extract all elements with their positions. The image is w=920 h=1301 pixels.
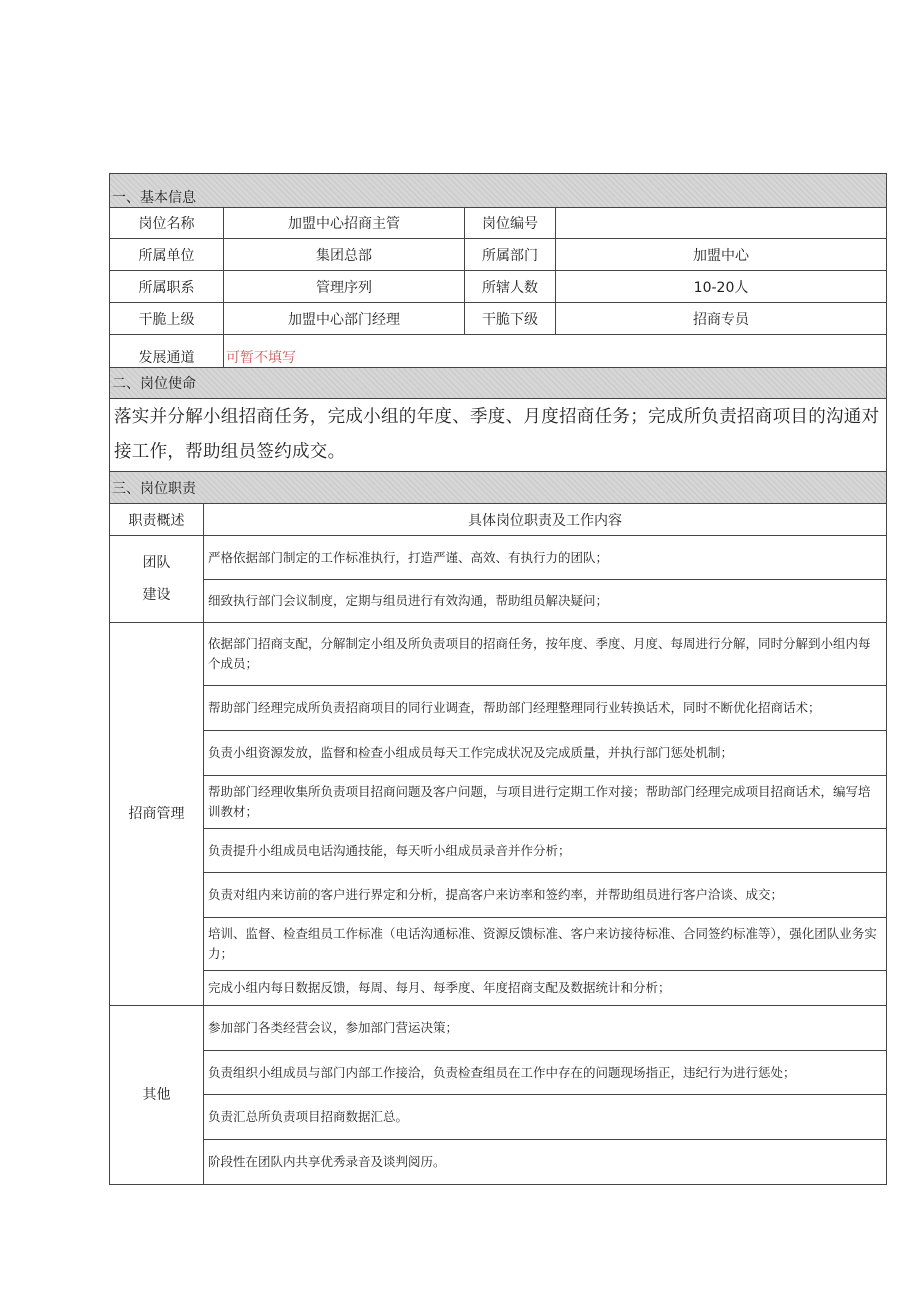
section-basic-info-heading: 一、基本信息 [110, 174, 887, 208]
category-team-building [110, 536, 204, 623]
basic-info-row [110, 208, 887, 239]
duty-row [110, 873, 887, 918]
duty-item: 负责组织小组成员与部门内部工作接洽，负责检查组员在工作中存在的问题现场指正，违纪行为进行惩处； [204, 1051, 887, 1095]
value-headcount: 10-20人 [556, 271, 887, 303]
duty-row [110, 623, 887, 686]
value-direct-subordinate: 招商专员 [556, 303, 887, 335]
value-career-path: 可暂不填写 [224, 335, 887, 368]
basic-info-row [110, 303, 887, 335]
category-other: 其他 [110, 1006, 204, 1185]
duty-item: 细致执行部门会议制度，定期与组员进行有效沟通，帮助组员解决疑问； [204, 580, 887, 623]
value-department: 加盟中心 [556, 239, 887, 271]
basic-info-row [110, 335, 887, 368]
label-direct-subordinate: 干脆下级 [465, 303, 556, 335]
duty-row [110, 580, 887, 623]
duty-row [110, 686, 887, 731]
duty-item: 负责汇总所负责项目招商数据汇总。 [204, 1095, 887, 1140]
duty-row [110, 918, 887, 971]
duty-row [110, 829, 887, 873]
value-direct-superior: 加盟中心部门经理 [224, 303, 465, 335]
category-team-line1: 团队 [142, 555, 171, 571]
duty-item: 帮助部门经理收集所负责项目招商问题及客户问题，与项目进行定期工作对接；帮助部门经理完成项目招商话术，编写培训教材； [204, 776, 887, 829]
label-unit: 所属单位 [110, 239, 224, 271]
duty-row [110, 536, 887, 580]
duty-item: 严格依据部门制定的工作标准执行，打造严谨、高效、有执行力的团队； [204, 536, 887, 580]
label-position-name: 岗位名称 [110, 208, 224, 239]
category-recruitment-management: 招商管理 [110, 623, 204, 1006]
value-job-family: 管理序列 [224, 271, 465, 303]
duty-item: 完成小组内每日数据反馈，每周、每月、每季度、年度招商支配及数据统计和分析； [204, 971, 887, 1006]
duties-header-row [110, 504, 887, 536]
value-position-name: 加盟中心招商主管 [224, 208, 465, 239]
category-team-line2: 建设 [142, 587, 171, 603]
duty-item: 依据部门招商支配，分解制定小组及所负责项目的招商任务，按年度、季度、月度、每周进行分解，同时分解到小组内每个成员； [204, 623, 887, 686]
duties-header-summary: 职责概述 [110, 504, 204, 536]
label-department: 所属部门 [465, 239, 556, 271]
value-position-id [556, 208, 887, 239]
basic-info-row [110, 271, 887, 303]
duty-row [110, 1095, 887, 1140]
duty-item: 帮助部门经理完成所负责招商项目的同行业调查，帮助部门经理整理同行业转换话术，同时不断优化招商话术； [204, 686, 887, 731]
mission-text: 落实并分解小组招商任务，完成小组的年度、季度、月度招商任务；完成所负责招商项目的沟通对接工作，帮助组员签约成交。 [110, 399, 887, 472]
section-mission-heading: 二、岗位使命 [110, 368, 887, 399]
duty-row [110, 731, 887, 776]
duties-header-detail: 具体岗位职责及工作内容 [204, 504, 887, 536]
job-description-document [109, 173, 886, 1185]
value-unit: 集团总部 [224, 239, 465, 271]
duty-row [110, 971, 887, 1006]
label-career-path: 发展通道 [110, 335, 224, 368]
section-duties-heading: 三、岗位职责 [110, 472, 887, 504]
duty-row [110, 776, 887, 829]
duty-item: 负责小组资源发放，监督和检查小组成员每天工作完成状况及完成质量，并执行部门惩处机制； [204, 731, 887, 776]
label-headcount: 所辖人数 [465, 271, 556, 303]
duty-row [110, 1140, 887, 1185]
duty-item: 培训、监督、检查组员工作标准（电话沟通标准、资源反馈标准、客户来访接待标准、合同签约标准等），强化团队业务实力； [204, 918, 887, 971]
duty-row [110, 1051, 887, 1095]
duty-item: 负责提升小组成员电话沟通技能，每天听小组成员录音并作分析； [204, 829, 887, 873]
duty-row [110, 1006, 887, 1051]
label-job-family: 所属职系 [110, 271, 224, 303]
duty-item: 参加部门各类经营会议，参加部门营运决策； [204, 1006, 887, 1051]
label-direct-superior: 干脆上级 [110, 303, 224, 335]
duty-item: 阶段性在团队内共享优秀录音及谈判阅历。 [204, 1140, 887, 1185]
job-description-table [109, 173, 887, 1185]
basic-info-row [110, 239, 887, 271]
duty-item: 负责对组内来访前的客户进行界定和分析，提高客户来访率和签约率，并帮助组员进行客户洽谈、成交； [204, 873, 887, 918]
label-position-id: 岗位编号 [465, 208, 556, 239]
